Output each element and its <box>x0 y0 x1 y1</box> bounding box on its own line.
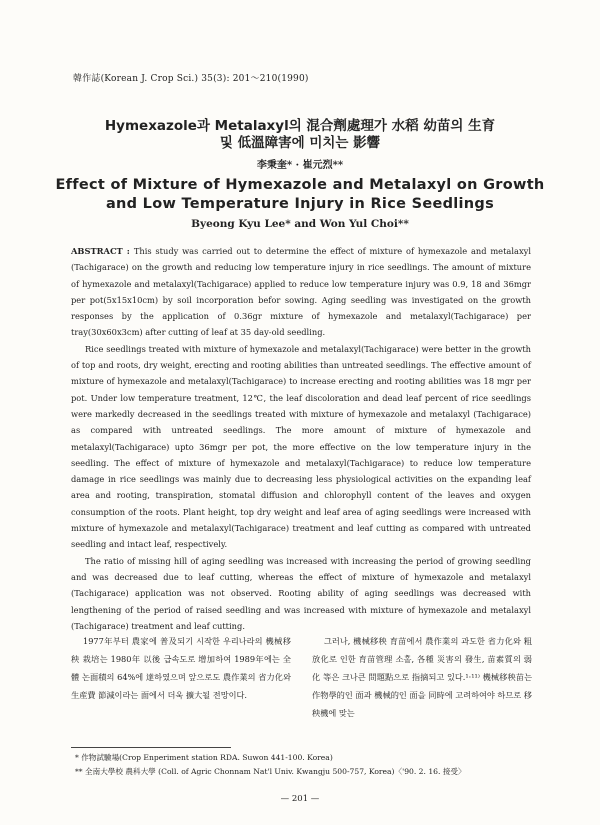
abstract <box>71 243 531 634</box>
footnote-1: * 作物試驗場(Crop Enperiment station RDA. Suwon 441-100. Korea) <box>75 753 333 762</box>
abstract-paragraph-3: The ratio of missing hill of aging seedling was increased with increasing the period of growing seedling and was decreased due to leaf cutting, whereas the effect of mixture of hymexazole and metalaxyl (Tachigarace) application was not observed. Rooting ability of aging seedlings was decreased with lengthening of the period of raised seedling and was increased with mixture of hymexazole and metalaxyl (Tachigarace) treatment and leaf cutting. <box>71 555 531 631</box>
abstract-label: ABSTRACT : <box>71 246 134 256</box>
abstract-paragraph-1 <box>71 243 531 341</box>
title-korean-line-2: 및 低溫障害에 미치는 影響 <box>219 135 381 151</box>
body-column-right: 그러나, 機械移秧 育苗에서 農作業의 과도한 省力化와 粗放化로 인한 育苗管理 소홀, 各種 災害의 發生, 苗素質의 弱化 等은 크나큰 問題點으로 指摘되고 있다.¹·¹¹⁾ 機械移秧苗는 作物學的인 面과 機械的인 面을 同時에 고려하여야 하므로 移秧機에 맞는 <box>312 636 532 718</box>
body-column-left: 1977年부터 農家에 普及되기 시작한 우리나라의 機械移秧 栽培는 1980年 以後 급속도로 增加하여 1989年에는 全體 논面積의 64%에 達하였으며 앞으로도 農作業의 省力化와 生産費 節減이라는 面에서 더욱 擴大될 전망이다. <box>71 636 291 700</box>
abstract-paragraph-2: Rice seedlings treated with mixture of hymexazole and metalaxyl(Tachigarace) were better in the growth of top and roots, dry weight, erecting and rooting abilities than untreated seedlings. The effective amount of mixture of hymexazole and metalaxyl(Tachigarace) to increase erecting and rooting abilities was 18 mgr per pot. Under low temperature treatment, 12℃, the leaf discoloration and dead leaf percent of rice seedlings were markedly decreased in the seedlings treated with mixture of hymexazole and metalaxyl (Tachigarace) as compared with untreated seedlings. The more amount of mixture of hymexazole and metalaxyl(Tachigarace) upto 36mgr per pot, the more effective on the low temperature injury in the seedling. The effect of mixture of hymexazole and metalaxyl(Tachigarace) to reduce low temperature damage in rice seedlings was mainly due to decreasing less physiological activities on the expanding leaf area and rooting, transpiration, stomatal diffusion and chlorophyll content of the leaves and oxygen consumption of the roots. Plant height, top dry weight and leaf area of aging seedlings were increased with mixture of hymexazole and metalaxyl(Tachigarace) treatment and leaf cutting as compared with untreated seedling and intact leaf, respectively. <box>71 343 531 550</box>
footnote-divider <box>71 747 231 748</box>
page-number: — 201 — <box>280 794 320 804</box>
title-english-line-2: and Low Temperature Injury in Rice Seedlings <box>105 196 495 212</box>
authors-korean: 李秉奎* · 崔元烈** <box>256 160 344 171</box>
journal-header: 韓作誌(Korean J. Crop Sci.) 35(3): 201～210(1990) <box>73 74 309 84</box>
footnote-2: ** 全南大學校 農科大學 (Coll. of Agric Chonnam Nat'l Univ. Kwangju 500-757, Korea)〈'90. 2. 16. 接受〉 <box>75 767 466 776</box>
title-korean <box>0 118 600 152</box>
abstract-text-1: This study was carried out to determine the effect of mixture of hymexazole and metalaxyl (Tachigarace) on the growth and reducing low temperature injury in rice seedlings. The amount of mixture of hymexazole and metalaxyl(Tachigarace) applied to reduce low temperature injury was 0.9, 18 and 36mgr per pot(5x15x10cm) by soil incorporation befor sowing. Aging seedling was investigated on the growth responses by the application of 0.36gr mixture of hymexazole and metalaxyl(Tachigarace) per tray(30x60x3cm) after cutting of leaf at 35 day-old seedling. <box>71 246 531 338</box>
authors-english: Byeong Kyu Lee* and Won Yul Choi** <box>191 218 409 230</box>
title-english <box>0 176 600 214</box>
title-korean-line-1: Hymexazole과 Metalaxyl의 混合劑處理가 水稻 幼苗의 生育 <box>104 118 496 134</box>
title-english-line-1: Effect of Mixture of Hymexazole and Metalaxyl on Growth <box>55 177 545 193</box>
